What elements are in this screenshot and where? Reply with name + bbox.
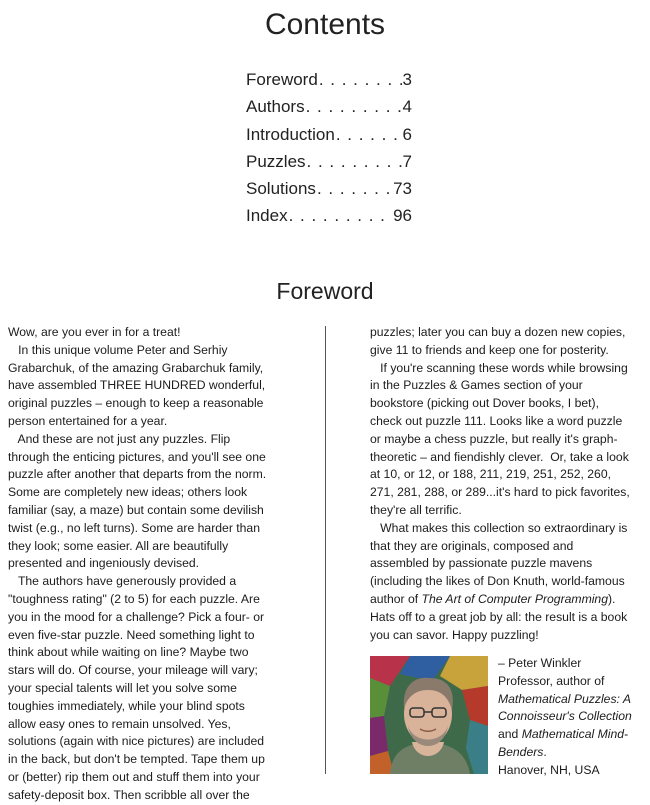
signature-book-line bbox=[498, 744, 648, 762]
text-fragment: ). bbox=[608, 591, 616, 606]
text-line: puzzles; later you can buy a dozen new copies, bbox=[370, 325, 626, 339]
table-of-contents bbox=[246, 69, 412, 233]
text-line: they look; some easier. All are beautifully bbox=[8, 538, 229, 553]
text-line: What makes this collection so extraordinary is bbox=[370, 520, 628, 535]
text-line: that they are originals, composed and bbox=[370, 538, 574, 553]
text-line: toughies immediately, while your blind spots bbox=[8, 698, 245, 713]
foreword-signature bbox=[498, 655, 648, 780]
text-line: allow easy ones to remain unsolved. Yes, bbox=[8, 716, 231, 731]
text-line: Grabarchuk, of the amazing Grabarchuk family, bbox=[8, 360, 264, 375]
text-line: Some are completely new ideas; others look bbox=[8, 485, 248, 500]
text-line: presented and ingeniously devised. bbox=[8, 556, 200, 571]
book-title: Mathematical Puzzles: A bbox=[498, 691, 631, 706]
text-line: or maybe a chess puzzle, but really it's graph- bbox=[370, 431, 618, 446]
text-line: The authors have generously provided a bbox=[8, 574, 237, 589]
text-line: solutions (again with nice pictures) are included bbox=[8, 734, 265, 749]
text-line: even five-star puzzle. Need something light to bbox=[8, 627, 255, 642]
text-line: 271, 281, 288, or 289...it's hard to pick favorites, bbox=[370, 485, 630, 500]
toc-entry-page: 7 bbox=[402, 151, 412, 171]
toc-leader-dots bbox=[336, 124, 402, 145]
toc-entry-page: 6 bbox=[402, 124, 412, 144]
toc-leader-dots bbox=[319, 69, 402, 90]
text-line: they're all terrific. bbox=[370, 502, 462, 517]
toc-entry-label: Introduction bbox=[246, 124, 335, 144]
text-line: think about while waiting on line? Maybe two bbox=[8, 645, 249, 660]
text-line: theoretic – and fiendishly clever. Or, take a look bbox=[370, 449, 629, 464]
book-title-taocp: The Art of Computer Programming bbox=[421, 591, 608, 606]
foreword-right-lines bbox=[370, 324, 640, 520]
column-divider bbox=[325, 326, 326, 774]
text-line: twist (e.g., no left turns). Some are harder than bbox=[8, 520, 260, 535]
toc-entry-introduction[interactable] bbox=[246, 124, 412, 151]
text-line: Wow, are you ever in for a treat! bbox=[8, 325, 181, 339]
signature-name: – Peter Winkler bbox=[498, 656, 582, 670]
text-line: through the enticing pictures, and you'll see one bbox=[8, 449, 266, 464]
text-line: safety-deposit box. Then scribble all over the bbox=[8, 787, 250, 802]
text-line: person entertained for a year. bbox=[8, 413, 168, 428]
author-photo bbox=[370, 656, 488, 774]
text-line: puzzle after another that departs from the norm. bbox=[8, 467, 267, 482]
toc-entry-page: 3 bbox=[402, 70, 412, 89]
text-line: (including the likes of Don Knuth, world-famous bbox=[370, 574, 625, 589]
toc-entry-puzzles[interactable] bbox=[246, 151, 412, 178]
author-portrait-image bbox=[370, 656, 488, 774]
foreword-right-column bbox=[370, 324, 640, 644]
toc-entry-index[interactable] bbox=[246, 205, 412, 232]
toc-entry-page: 73 bbox=[393, 179, 412, 199]
text-line: you in the mood for a challenge? Pick a four- or bbox=[8, 609, 265, 624]
toc-entry-authors[interactable] bbox=[246, 96, 412, 123]
text-line: And these are not just any puzzles. Flip bbox=[8, 431, 231, 446]
signature-role: Professor, author of bbox=[498, 673, 605, 688]
toc-leader-dots bbox=[317, 178, 392, 199]
text-line: familiar (say, a maze) but contain some devilish bbox=[8, 502, 264, 517]
toc-entry-page: 4 bbox=[402, 97, 412, 117]
toc-entry-label: Puzzles bbox=[246, 151, 306, 171]
toc-leader-dots bbox=[306, 96, 402, 117]
toc-entry-page: 96 bbox=[393, 206, 412, 226]
text-fragment: and bbox=[498, 727, 522, 742]
text-fragment: author of bbox=[370, 591, 422, 606]
text-line: or (better) rip them out and stuff them into your bbox=[8, 769, 260, 784]
text-line: in the Puzzles & Games section of your bbox=[370, 378, 583, 393]
contents-title: Contents bbox=[264, 8, 386, 41]
text-line: "toughness rating" (2 to 5) for each puzzle. Are bbox=[8, 591, 260, 606]
text-line: Hats off to a great job by all: the result is a book bbox=[370, 609, 628, 624]
signature-book-line bbox=[498, 708, 648, 726]
book-title: Mathematical Mind- bbox=[521, 727, 629, 742]
signature-place: Hanover, NH, USA bbox=[498, 762, 600, 777]
text-line: you can savor. Happy puzzling! bbox=[370, 627, 539, 642]
toc-entry-label: Index bbox=[246, 206, 288, 226]
text-fragment: . bbox=[543, 744, 547, 759]
text-line: check out puzzle 111. Looks like a word puzzle bbox=[370, 413, 623, 428]
foreword-title: Foreword bbox=[276, 278, 374, 304]
text-line: original puzzles – enough to keep a reasonable bbox=[8, 396, 264, 411]
text-line: in the back, but don't be tempted. Tape them up bbox=[8, 752, 265, 767]
text-line: In this unique volume Peter and Serhiy bbox=[8, 342, 228, 357]
text-line: If you're scanning these words while browsing bbox=[370, 360, 628, 375]
book-title: Benders bbox=[498, 744, 544, 759]
book-title: Connoisseur's Collection bbox=[498, 709, 632, 724]
text-line: bookstore (picking out Dover books, I bet), bbox=[370, 396, 599, 411]
text-line: at 10, or 12, or 188, 211, 219, 251, 252, 260, bbox=[370, 467, 611, 482]
toc-entry-label: Foreword bbox=[246, 70, 318, 89]
text-line: give 11 to friends and keep one for posterity. bbox=[370, 342, 609, 357]
toc-entry-label: Authors bbox=[246, 97, 305, 117]
text-line: assembled by passionate puzzle mavens bbox=[370, 556, 593, 571]
toc-leader-dots bbox=[307, 151, 402, 172]
toc-leader-dots bbox=[289, 205, 392, 226]
toc-entry-solutions[interactable] bbox=[246, 178, 412, 205]
text-line: have assembled THREE HUNDRED wonderful, bbox=[8, 378, 266, 393]
text-line: your special talents will let you solve some bbox=[8, 680, 237, 695]
text-line: stars will do. Of course, your mileage will vary; bbox=[8, 663, 258, 678]
toc-entry-label: Solutions bbox=[246, 179, 316, 199]
toc-entry-foreword[interactable] bbox=[246, 69, 412, 96]
signature-book-line bbox=[498, 691, 648, 709]
foreword-left-column bbox=[8, 324, 308, 805]
signature-book-line bbox=[498, 726, 648, 744]
text-line bbox=[370, 591, 640, 609]
